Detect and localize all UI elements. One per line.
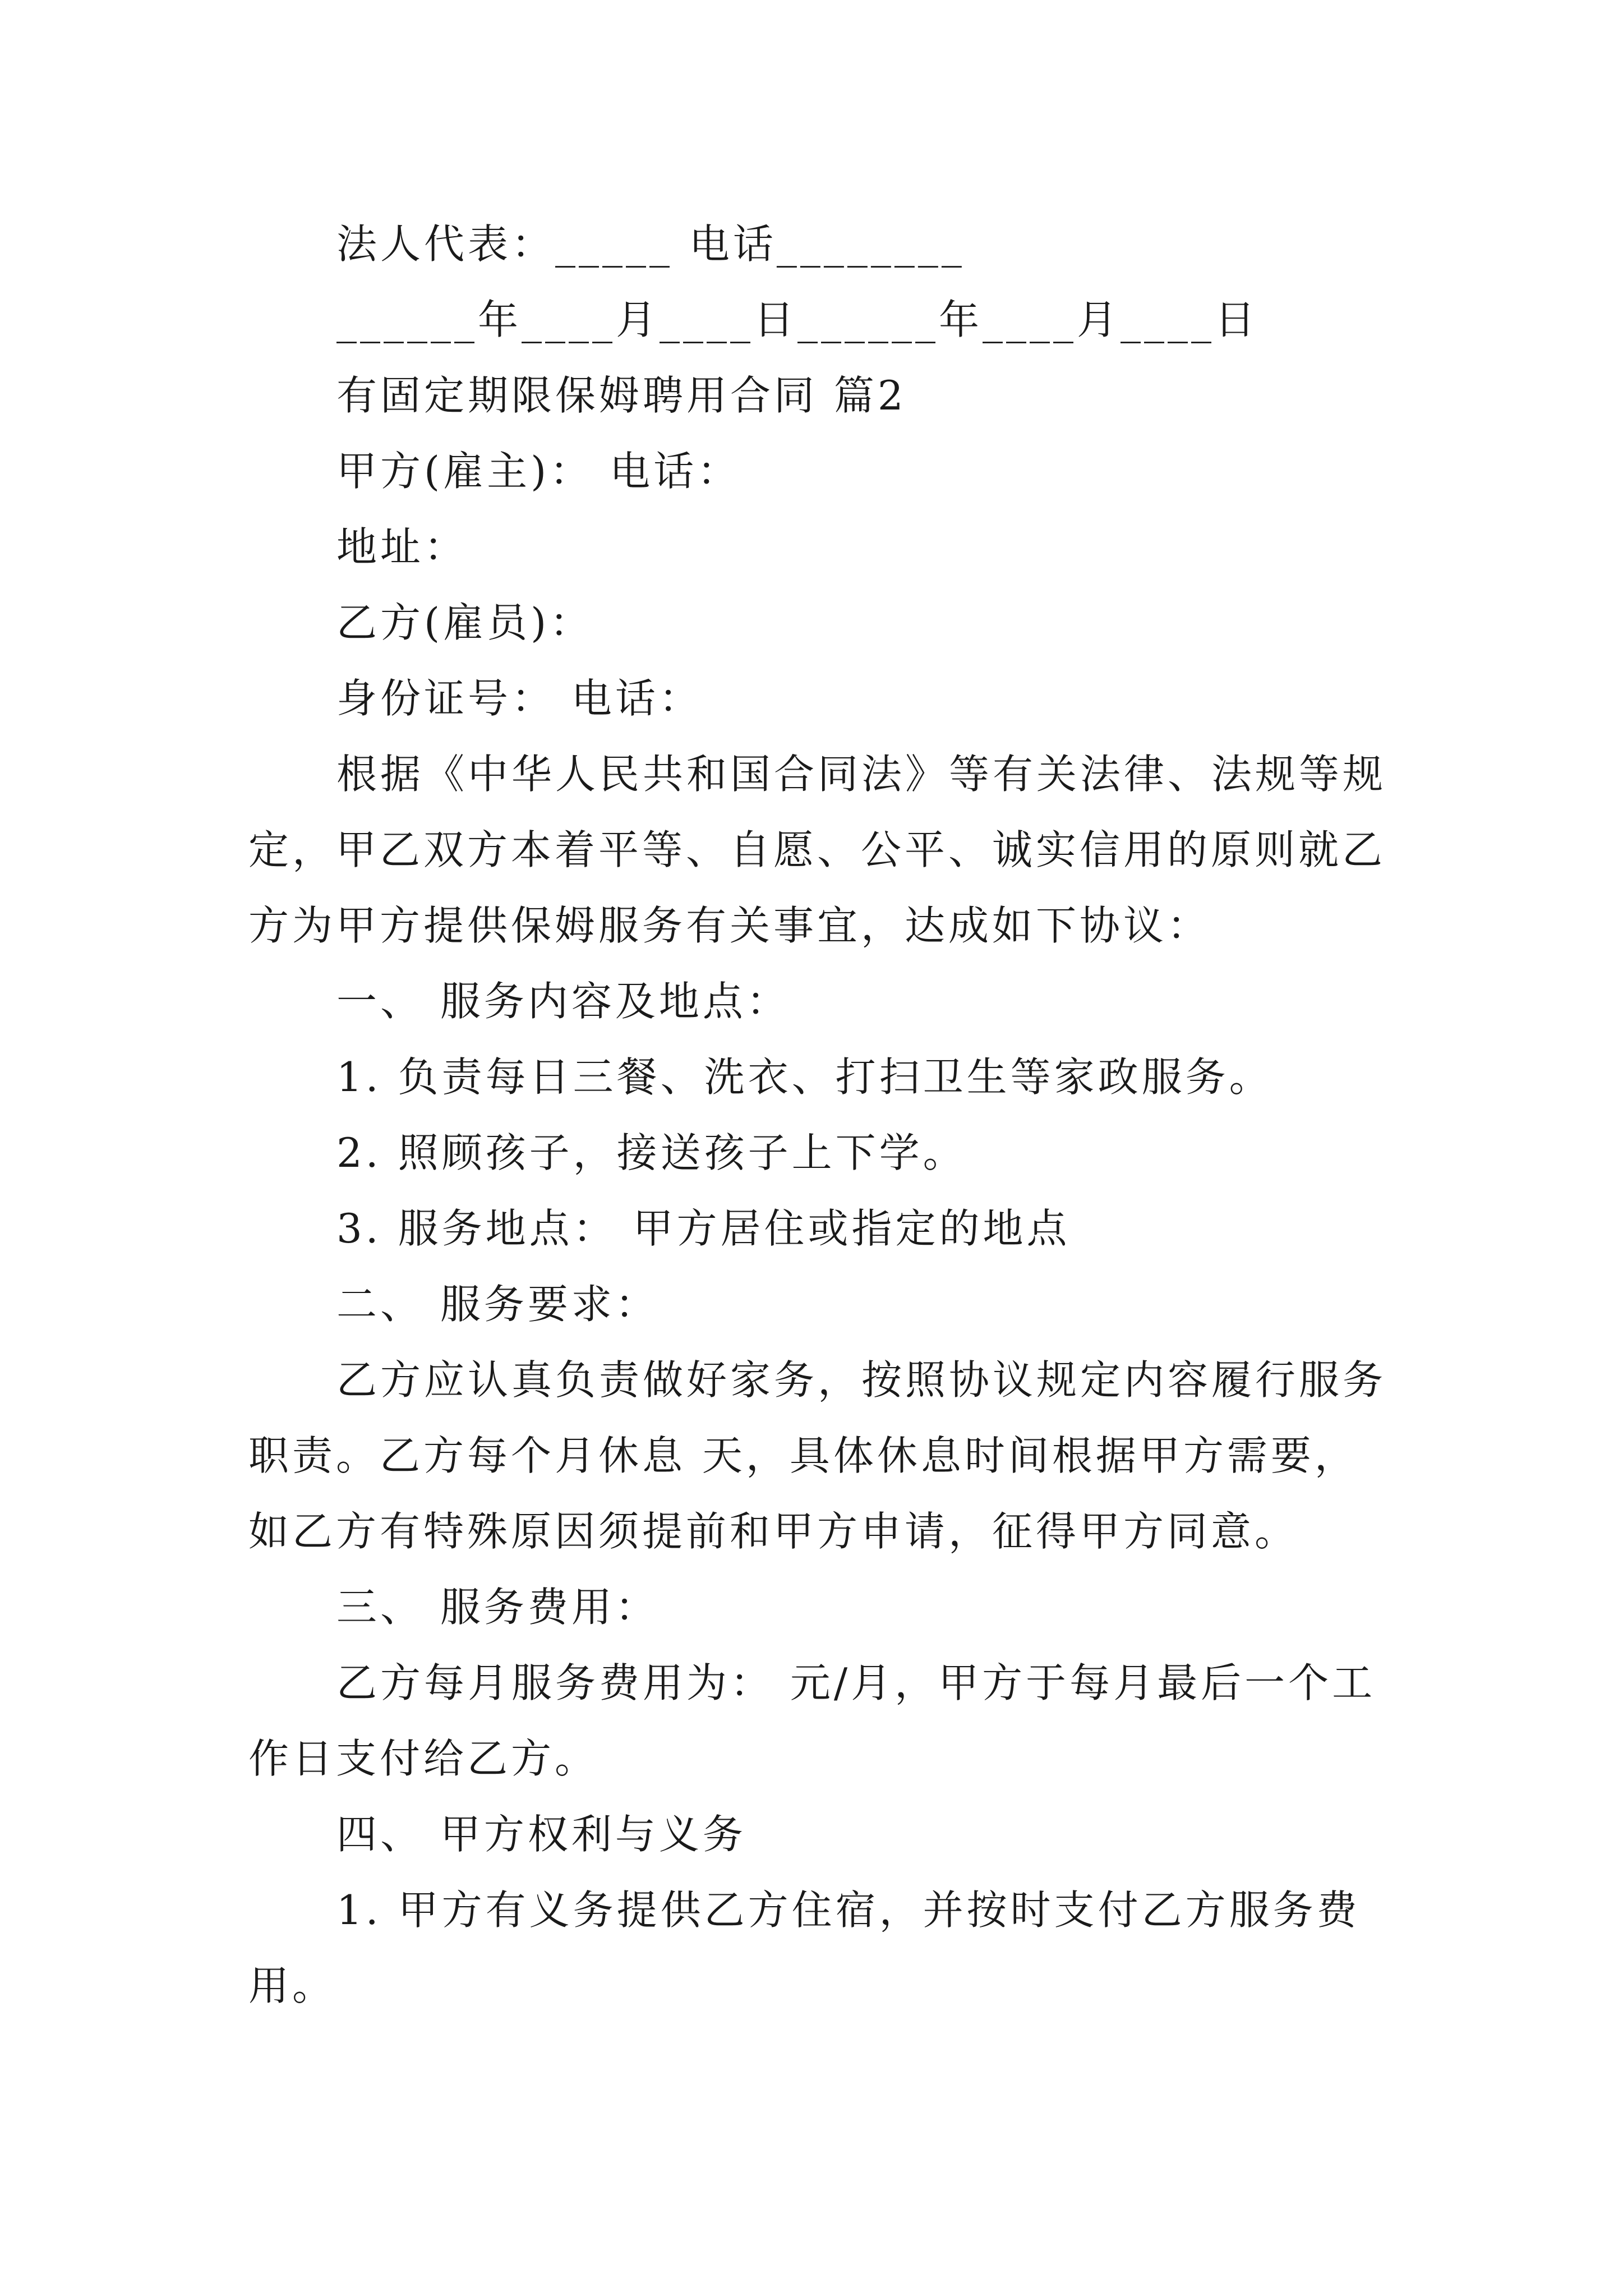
- address-line: 地址：: [336, 523, 468, 570]
- section-4-heading: 四、 甲方权利与义务: [336, 1811, 746, 1858]
- section-2-para-line-3: 如乙方有特殊原因须提前和甲方申请，征得甲方同意。: [248, 1508, 1299, 1555]
- party-b-line: 乙方(雇员)：: [336, 599, 594, 646]
- preamble-line-3: 方为甲方提供保姆服务有关事宜，达成如下协议：: [248, 902, 1211, 949]
- legal-representative-line: 法人代表：_____ 电话________: [336, 220, 965, 268]
- section-3-para-line-2: 作日支付给乙方。: [248, 1735, 599, 1782]
- section-2-para-line-2: 职责。乙方每个月休息 天，具体休息时间根据甲方需要，: [248, 1432, 1358, 1479]
- section-1-item-2: 2. 照顾孩子，接送孩子上下学。: [336, 1129, 967, 1176]
- id-number-line: 身份证号： 电话：: [336, 675, 703, 722]
- section-3-para-line-1: 乙方每月服务费用为： 元/月，甲方于每月最后一个工: [336, 1659, 1376, 1706]
- section-1-item-3: 3. 服务地点： 甲方居住或指定的地点: [336, 1205, 1071, 1252]
- party-a-line: 甲方(雇主)： 电话：: [336, 448, 741, 495]
- preamble-line-1: 根据《中华人民共和国合同法》等有关法律、法规等规: [336, 751, 1387, 798]
- date-line: ______年____月____日______年____月____日: [336, 296, 1259, 343]
- preamble-line-2: 定，甲乙双方本着平等、自愿、公平、诚实信用的原则就乙: [248, 826, 1386, 873]
- contract-title: 有固定期限保姆聘用合同 篇2: [336, 372, 907, 419]
- section-1-heading: 一、 服务内容及地点：: [336, 978, 790, 1025]
- section-2-heading: 二、 服务要求：: [336, 1281, 659, 1328]
- section-2-para-line-1: 乙方应认真负责做好家务，按照协议规定内容履行服务: [336, 1356, 1387, 1404]
- section-4-item-1-line-2: 用。: [248, 1962, 336, 2009]
- section-4-item-1-line-1: 1. 甲方有义务提供乙方住宿，并按时支付乙方服务费: [336, 1887, 1361, 1934]
- section-1-item-1: 1. 负责每日三餐、洗衣、打扫卫生等家政服务。: [336, 1053, 1273, 1101]
- section-3-heading: 三、 服务费用：: [336, 1584, 659, 1631]
